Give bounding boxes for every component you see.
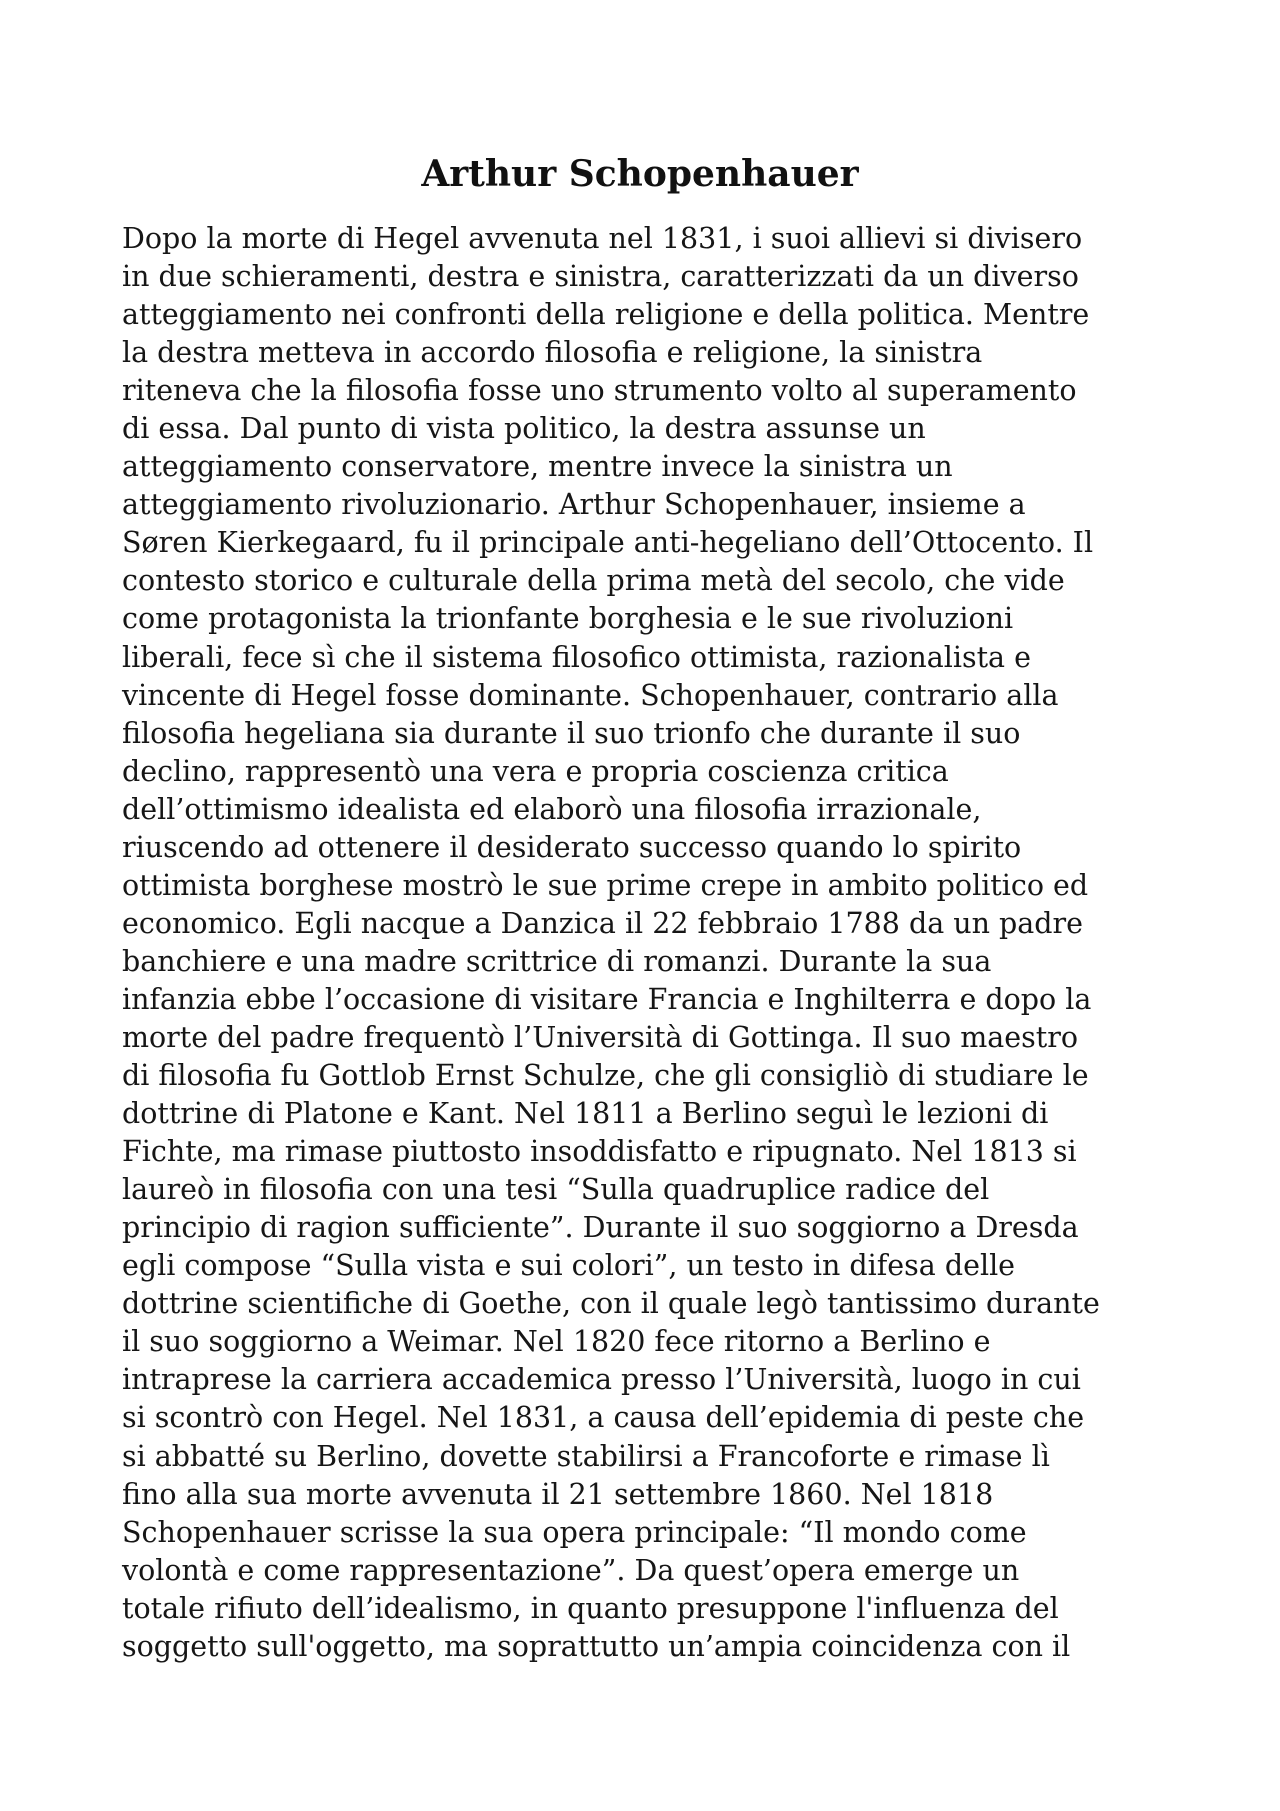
text-line: economico. Egli nacque a Danzica il 22 febbraio 1788 da un padre (122, 906, 1084, 940)
text-line: volontà e come rappresentazione”. Da quest’opera emerge un (122, 1553, 1020, 1587)
text-line: Søren Kierkegaard, fu il principale anti-hegeliano dell’Ottocento. Il (122, 526, 1094, 560)
text-line: principio di ragion sufficiente”. Durante il suo soggiorno a Dresda (122, 1211, 1079, 1245)
text-line: riuscendo ad ottenere il desiderato successo quando lo spirito (122, 830, 1022, 864)
text-line: egli compose “Sulla vista e sui colori”, un testo in difesa delle (122, 1249, 1016, 1283)
text-line: di essa. Dal punto di vista politico, la destra assunse un (122, 412, 926, 446)
text-line: Dopo la morte di Hegel avvenuta nel 1831, i suoi allievi si divisero (122, 222, 1083, 255)
page-title: Arthur Schopenhauer (421, 153, 859, 195)
text-line: dottrine di Platone e Kant. Nel 1811 a Berlino seguì le lezioni di (122, 1097, 1049, 1131)
text-line: contesto storico e culturale della prima metà del secolo, che vide (122, 564, 1065, 598)
text-line: di filosofia fu Gottlob Ernst Schulze, che gli consigliò di studiare le (122, 1059, 1089, 1093)
text-line: atteggiamento nei confronti della religione e della politica. Mentre (122, 298, 1090, 332)
text-line: atteggiamento rivoluzionario. Arthur Schopenhauer, insieme a (122, 488, 1026, 522)
text-line: liberali, fece sì che il sistema filosofico ottimista, razionalista e (122, 640, 1031, 674)
text-line: fino alla sua morte avvenuta il 21 settembre 1860. Nel 1818 (122, 1477, 994, 1511)
text-line: totale rifiuto dell’idealismo, in quanto presuppone l'influenza del (122, 1591, 1059, 1625)
text-line: Schopenhauer scrisse la sua opera principale: “Il mondo come (122, 1515, 1027, 1549)
text-line: dell’ottimismo idealista ed elaborò una filosofia irrazionale, (122, 792, 982, 826)
text-line: vincente di Hegel fosse dominante. Schopenhauer, contrario alla (122, 678, 1059, 712)
text-line: intraprese la carriera accademica presso l’Università, luogo in cui (122, 1363, 1081, 1397)
text-line: il suo soggiorno a Weimar. Nel 1820 fece ritorno a Berlino e (122, 1325, 991, 1359)
text-line: infanzia ebbe l’occasione di visitare Francia e Inghilterra e dopo la (122, 982, 1092, 1016)
text-line: laureò in filosofia con una tesi “Sulla quadruplice radice del (122, 1173, 990, 1207)
text-line: Fichte, ma rimase piuttosto insoddisfatto e ripugnato. Nel 1813 si (122, 1135, 1077, 1169)
text-line: banchiere e una madre scrittrice di romanzi. Durante la sua (122, 944, 992, 978)
text-line: si abbatté su Berlino, dovette stabilirsi a Francoforte e rimase lì (122, 1439, 1050, 1473)
text-line: in due schieramenti, destra e sinistra, caratterizzati da un diverso (122, 260, 1079, 294)
text-line: filosofia hegeliana sia durante il suo trionfo che durante il suo (122, 716, 1021, 750)
text-line: morte del padre frequentò l’Università di Gottinga. Il suo maestro (122, 1020, 1078, 1054)
text-line: si scontrò con Hegel. Nel 1831, a causa dell’epidemia di peste che (122, 1401, 1085, 1435)
text-line: atteggiamento conservatore, mentre invece la sinistra un (122, 450, 953, 484)
text-line: declino, rappresentò una vera e propria coscienza critica (122, 754, 949, 788)
text-line: soggetto sull'oggetto, ma soprattutto un’ampia coincidenza con il (122, 1629, 1071, 1663)
text-line: riteneva che la filosofia fosse uno strumento volto al superamento (122, 374, 1077, 408)
text-line: come protagonista la trionfante borghesia e le sue rivoluzioni (122, 602, 1014, 636)
body-paragraph (122, 220, 1172, 1666)
text-line: la destra metteva in accordo filosofia e religione, la sinistra (122, 336, 983, 370)
text-line: dottrine scientifiche di Goethe, con il quale legò tantissimo durante (122, 1287, 1100, 1321)
text-line: ottimista borghese mostrò le sue prime crepe in ambito politico ed (122, 868, 1089, 902)
